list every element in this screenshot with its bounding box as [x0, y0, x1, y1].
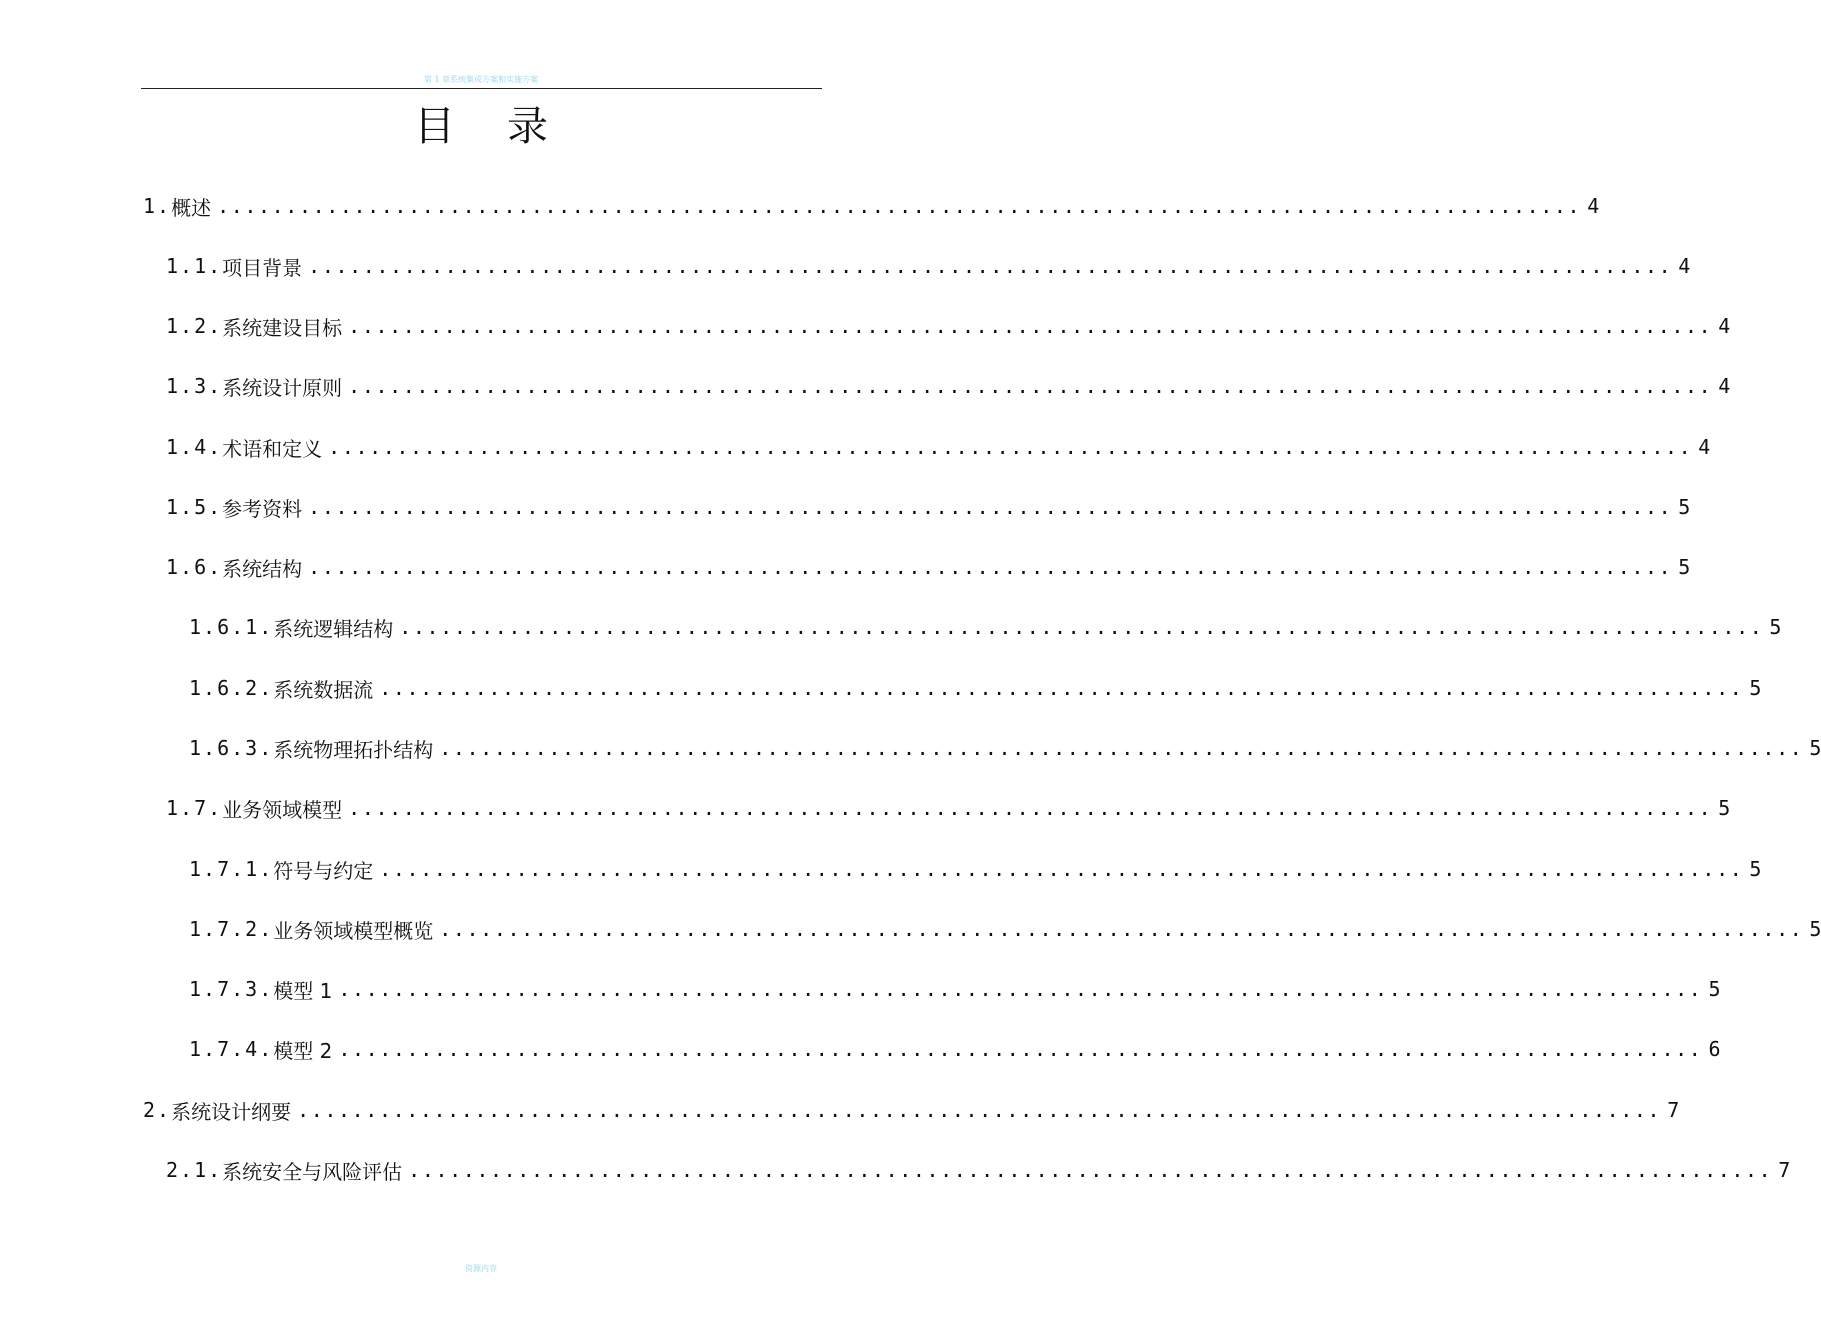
toc-entry-number: 1.6.2. — [189, 676, 274, 700]
toc-entry[interactable] — [189, 728, 1821, 768]
toc-entry-label: 术语和定义 — [222, 436, 323, 461]
toc-entry-number: 1.3. — [166, 374, 223, 398]
toc-dot-leader: .................................................................................................... — [408, 1158, 1773, 1182]
toc-dot-leader: .................................................................................................... — [328, 435, 1693, 459]
toc-entry[interactable] — [166, 487, 1691, 527]
toc-entry-number: 1.4. — [166, 435, 223, 459]
toc-entry-page: 5 — [1809, 917, 1821, 941]
toc-entry-page: 4 — [1718, 314, 1731, 338]
toc-entry[interactable] — [166, 306, 1731, 346]
toc-entry-page: 5 — [1708, 977, 1721, 1001]
toc-entry-number: 1.5. — [166, 495, 223, 519]
toc-entry-number: 1.1. — [166, 254, 223, 278]
toc-title — [0, 96, 962, 156]
toc-dot-leader: .................................................................................................... — [348, 374, 1713, 398]
toc-entry-page: 5 — [1678, 495, 1691, 519]
toc-entry-label: 系统逻辑结构 — [273, 616, 394, 641]
toc-entry[interactable] — [143, 186, 1600, 226]
toc-entry-label: 符号与约定 — [273, 858, 374, 883]
toc-entry-label: 概述 — [171, 195, 212, 220]
toc-entry-page: 4 — [1698, 435, 1711, 459]
toc-entry[interactable] — [189, 668, 1762, 708]
toc-dot-leader: .................................................................................................... — [308, 254, 1673, 278]
toc-entry-label: 业务领域模型 — [222, 797, 343, 822]
toc-entry-page: 5 — [1718, 796, 1731, 820]
toc-entry[interactable] — [166, 366, 1731, 406]
toc-entry-number: 1.7.4. — [189, 1037, 274, 1061]
page-header-text: 第 1 章系统集成方案和实施方案 — [423, 75, 539, 84]
toc-dot-leader: .................................................................................................... — [399, 615, 1764, 639]
toc-entry[interactable] — [166, 1150, 1791, 1190]
toc-entry-label: 业务领域模型概览 — [273, 918, 434, 943]
toc-entry-page: 5 — [1678, 555, 1691, 579]
toc-entry-label: 系统物理拓扑结构 — [273, 737, 434, 762]
toc-entry-page: 6 — [1708, 1037, 1721, 1061]
toc-entry-number: 1.2. — [166, 314, 223, 338]
toc-entry-page: 5 — [1749, 857, 1762, 881]
header-rule — [141, 88, 822, 89]
toc-entry[interactable] — [166, 547, 1691, 587]
toc-entry-page: 5 — [1749, 676, 1762, 700]
toc-entry-label: 模型 2 — [273, 1038, 333, 1063]
toc-entry-page: 7 — [1778, 1158, 1791, 1182]
toc-dot-leader: .................................................................................................... — [217, 194, 1582, 218]
toc-entry-number: 1.7.2. — [189, 917, 274, 941]
toc-entry-page: 7 — [1667, 1098, 1680, 1122]
toc-entry[interactable] — [166, 788, 1731, 828]
toc-entry-label: 系统结构 — [222, 556, 303, 581]
toc-entry[interactable] — [189, 969, 1721, 1009]
toc-dot-leader: .................................................................................................... — [379, 676, 1744, 700]
toc-entry-number: 2.1. — [166, 1158, 223, 1182]
toc-dot-leader: .................................................................................................... — [338, 1037, 1703, 1061]
toc-entry-label: 系统设计纲要 — [171, 1099, 292, 1124]
toc-entry-label: 模型 1 — [273, 978, 333, 1003]
toc-entry-number: 1.7. — [166, 796, 223, 820]
toc-entry[interactable] — [189, 1029, 1721, 1069]
toc-entry[interactable] — [189, 849, 1762, 889]
toc-dot-leader: .................................................................................................... — [297, 1098, 1662, 1122]
toc-entry[interactable] — [166, 246, 1691, 286]
toc-entry[interactable] — [166, 427, 1711, 467]
toc-entry-number: 2. — [143, 1098, 172, 1122]
toc-dot-leader: .................................................................................................... — [338, 977, 1703, 1001]
toc-entry-page: 5 — [1809, 736, 1821, 760]
toc-entry-number: 1.6. — [166, 555, 223, 579]
page-footer-text: 资源内容 — [465, 1264, 497, 1273]
toc-dot-leader: .................................................................................................... — [348, 796, 1713, 820]
toc-title-char-2: 录 — [507, 102, 548, 150]
toc-entry-number: 1.6.1. — [189, 615, 274, 639]
toc-entry-label: 系统数据流 — [273, 677, 374, 702]
toc-entry-label: 系统安全与风险评估 — [222, 1159, 403, 1184]
toc-dot-leader: .................................................................................................... — [308, 495, 1673, 519]
toc-dot-leader: .................................................................................................... — [348, 314, 1713, 338]
toc-entry-page: 4 — [1678, 254, 1691, 278]
toc-entry-number: 1.6.3. — [189, 736, 274, 760]
toc-entry-number: 1.7.3. — [189, 977, 274, 1001]
toc-dot-leader: .................................................................................................... — [379, 857, 1744, 881]
toc-entry-label: 项目背景 — [222, 255, 303, 280]
toc-title-char-1: 目 — [414, 102, 455, 150]
toc-entry-page: 4 — [1718, 374, 1731, 398]
toc-entry-number: 1.7.1. — [189, 857, 274, 881]
toc-entry-number: 1. — [143, 194, 172, 218]
toc-dot-leader: .................................................................................................... — [439, 736, 1804, 760]
toc-dot-leader: .................................................................................................... — [308, 555, 1673, 579]
toc-entry-page: 4 — [1587, 194, 1600, 218]
toc-dot-leader: .................................................................................................... — [439, 917, 1804, 941]
toc-entry-label: 参考资料 — [222, 496, 303, 521]
toc-entry[interactable] — [143, 1090, 1680, 1130]
toc-entry-label: 系统设计原则 — [222, 375, 343, 400]
toc-entry-page: 5 — [1769, 615, 1782, 639]
toc-entry[interactable] — [189, 909, 1821, 949]
toc-entry[interactable] — [189, 607, 1782, 647]
toc-entry-label: 系统建设目标 — [222, 315, 343, 340]
